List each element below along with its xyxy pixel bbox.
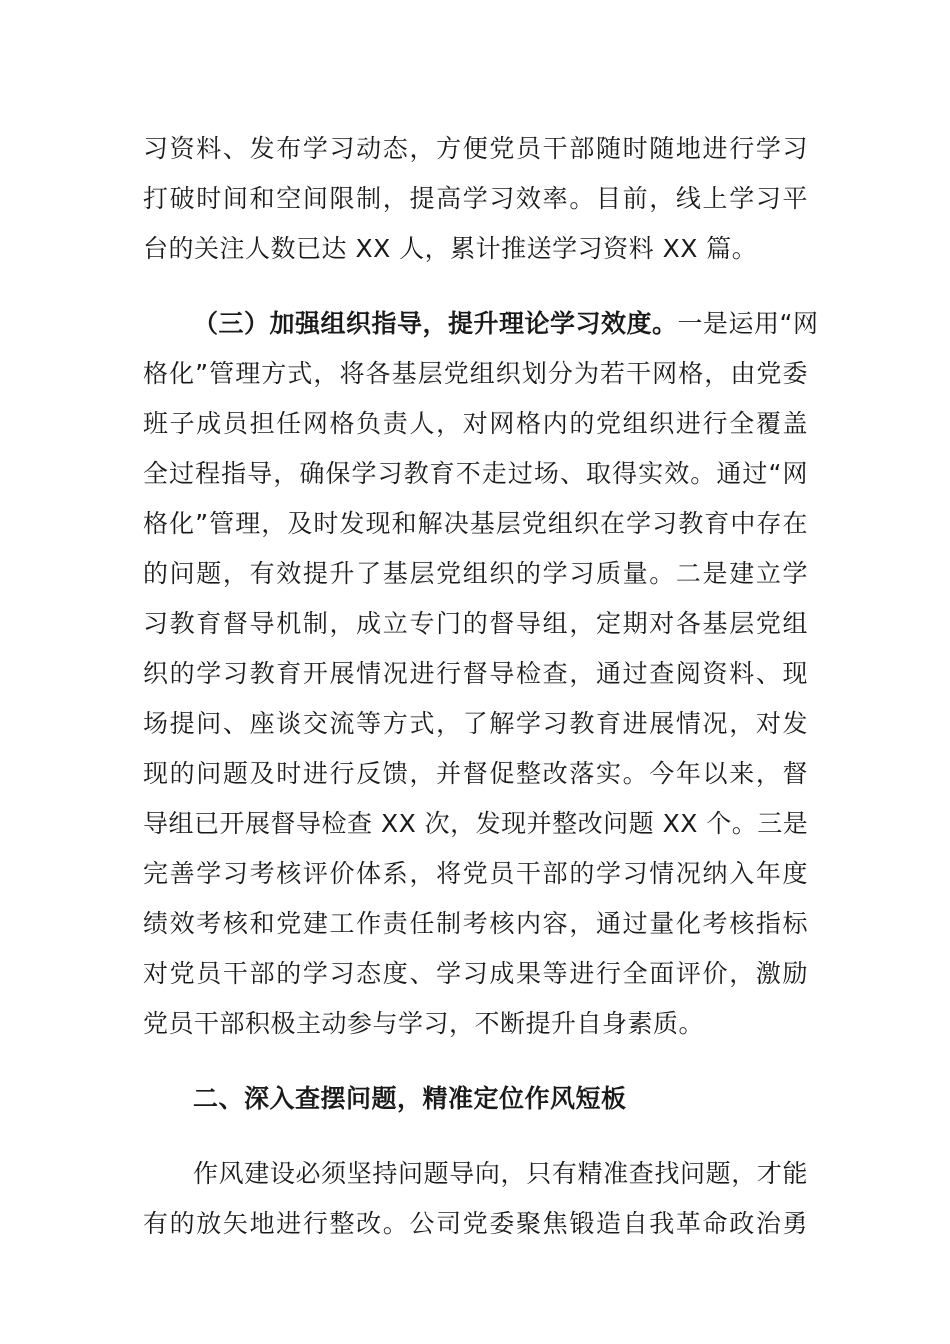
section-heading-block bbox=[143, 1074, 808, 1124]
text-line: 台的关注人数已达 XX 人，累计推送学习资料 XX 篇。 bbox=[143, 234, 758, 263]
text-line: 绩效考核和党建工作责任制考核内容，通过量化考核指标 bbox=[143, 909, 808, 938]
text-line: 完善学习考核评价体系，将党员干部的学习情况纳入年度 bbox=[143, 859, 808, 888]
text-line-lead bbox=[143, 299, 819, 349]
text-line: 导组已开展督导检查 XX 次，发现并整改问题 XX 个。三是 bbox=[143, 809, 809, 838]
text-line: 对党员干部的学习态度、学习成果等进行全面评价，激励 bbox=[143, 959, 808, 988]
text-line: 作风建设必须坚持问题导向，只有精准查找问题，才能 bbox=[193, 1159, 808, 1188]
paragraph-problem-oriented bbox=[143, 1149, 808, 1249]
lead-rest-text: 一是运用“网 bbox=[677, 309, 819, 338]
text-line: 有的放矢地进行整改。公司党委聚焦锻造自我革命政治勇 bbox=[143, 1209, 808, 1238]
text-line: 打破时间和空间限制，提高学习效率。目前，线上学习平 bbox=[143, 184, 808, 213]
text-line: 织的学习教育开展情况进行督导检查，通过查阅资料、现 bbox=[143, 659, 808, 688]
section-heading: 二、深入查摆问题，精准定位作风短板 bbox=[193, 1084, 627, 1113]
subsection-heading: （三）加强组织指导，提升理论学习效度。 bbox=[193, 309, 678, 338]
text-line: 全过程指导，确保学习教育不走过场、取得实效。通过“网 bbox=[143, 459, 808, 488]
text-line: 习资料、发布学习动态，方便党员干部随时随地进行学习 bbox=[143, 134, 808, 163]
text-line: 格化”管理，及时发现和解决基层党组织在学习教育中存在 bbox=[143, 509, 808, 538]
text-line: 现的问题及时进行反馈，并督促整改落实。今年以来，督 bbox=[143, 759, 808, 788]
paragraph-online-learning bbox=[143, 124, 808, 274]
paragraph-organization-guidance bbox=[143, 299, 819, 1049]
text-line: 党员干部积极主动参与学习，不断提升自身素质。 bbox=[143, 1009, 705, 1038]
document-body bbox=[143, 124, 819, 1249]
text-line: 习教育督导机制，成立专门的督导组，定期对各基层党组 bbox=[143, 609, 808, 638]
text-line: 场提问、座谈交流等方式，了解学习教育进展情况，对发 bbox=[143, 709, 808, 738]
text-line: 的问题，有效提升了基层党组织的学习质量。二是建立学 bbox=[143, 559, 808, 588]
text-line: 班子成员担任网格负责人，对网格内的党组织进行全覆盖 bbox=[143, 409, 808, 438]
text-line: 格化”管理方式，将各基层党组织划分为若干网格，由党委 bbox=[143, 359, 808, 388]
